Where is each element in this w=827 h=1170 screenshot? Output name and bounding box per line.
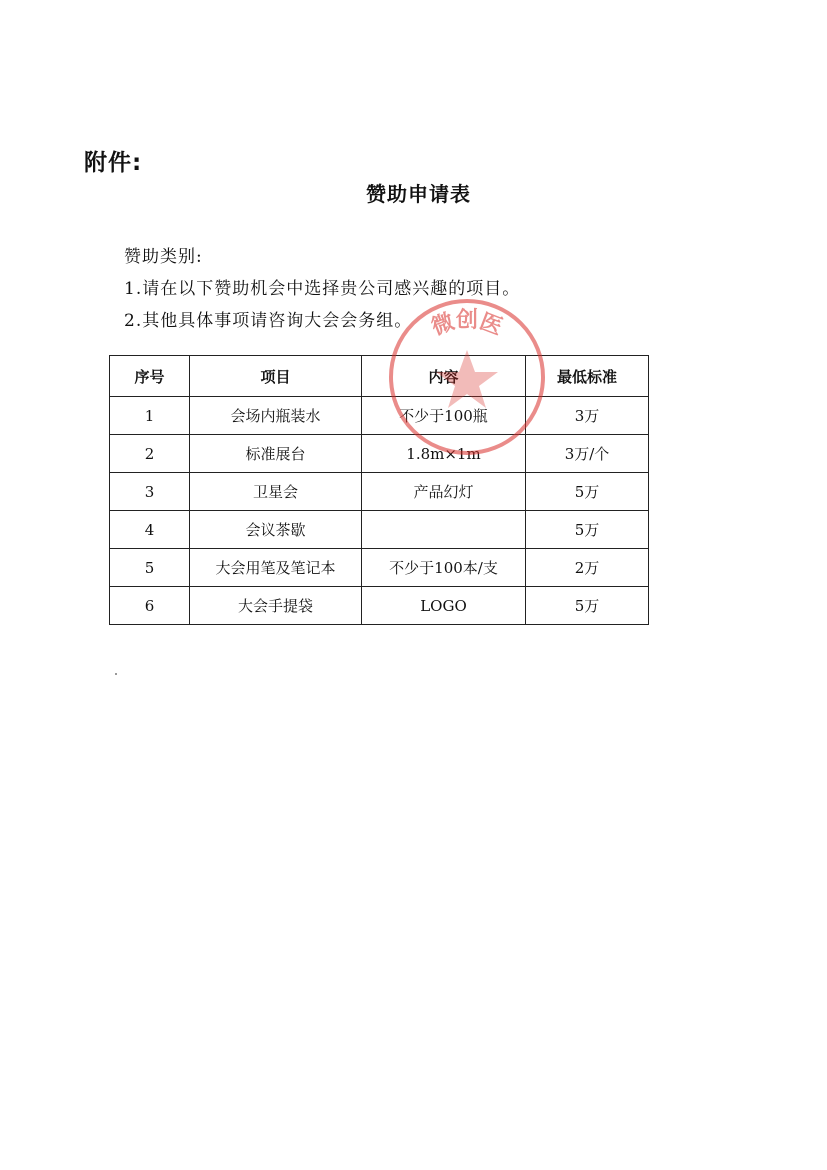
column-header-content: 内容 bbox=[362, 356, 526, 397]
cell-content bbox=[362, 511, 526, 549]
table-row bbox=[110, 587, 649, 625]
cell-content: 1.8m×1m bbox=[362, 435, 526, 473]
column-header-min: 最低标准 bbox=[526, 356, 649, 397]
cell-no: 5 bbox=[110, 549, 190, 587]
cell-min: 5万 bbox=[526, 511, 649, 549]
cell-item: 标准展台 bbox=[190, 435, 362, 473]
table-row bbox=[110, 473, 649, 511]
cell-content: 产品幻灯 bbox=[362, 473, 526, 511]
intro-section bbox=[124, 241, 520, 337]
cell-content: LOGO bbox=[362, 587, 526, 625]
instruction-line-2: 2.其他具体事项请咨询大会会务组。 bbox=[124, 311, 413, 331]
table-row bbox=[110, 397, 649, 435]
cell-min: 2万 bbox=[526, 549, 649, 587]
cell-content: 不少于100本/支 bbox=[362, 549, 526, 587]
table-row bbox=[110, 435, 649, 473]
scan-speck bbox=[115, 673, 117, 675]
instruction-line-1: 1.请在以下赞助机会中选择贵公司感兴趣的项目。 bbox=[124, 279, 521, 299]
cell-no: 2 bbox=[110, 435, 190, 473]
attachment-label: 附件: bbox=[84, 150, 143, 176]
column-header-item: 项目 bbox=[190, 356, 362, 397]
cell-no: 1 bbox=[110, 397, 190, 435]
column-header-no: 序号 bbox=[110, 356, 190, 397]
cell-no: 4 bbox=[110, 511, 190, 549]
cell-no: 3 bbox=[110, 473, 190, 511]
table-row bbox=[110, 511, 649, 549]
cell-min: 3万 bbox=[526, 397, 649, 435]
category-label: 赞助类别: bbox=[124, 247, 203, 267]
cell-item: 会场内瓶装水 bbox=[190, 397, 362, 435]
cell-no: 6 bbox=[110, 587, 190, 625]
cell-min: 5万 bbox=[526, 587, 649, 625]
svg-text:微创医: 微创医 bbox=[428, 307, 506, 341]
table-header-row bbox=[110, 356, 649, 397]
cell-min: 5万 bbox=[526, 473, 649, 511]
cell-content: 不少于100瓶 bbox=[362, 397, 526, 435]
cell-min: 3万/个 bbox=[526, 435, 649, 473]
sponsorship-table bbox=[109, 355, 649, 625]
cell-item: 大会用笔及笔记本 bbox=[190, 549, 362, 587]
cell-item: 会议茶歇 bbox=[190, 511, 362, 549]
table-row bbox=[110, 549, 649, 587]
cell-item: 卫星会 bbox=[190, 473, 362, 511]
cell-item: 大会手提袋 bbox=[190, 587, 362, 625]
page-title: 赞助申请表 bbox=[366, 182, 471, 206]
